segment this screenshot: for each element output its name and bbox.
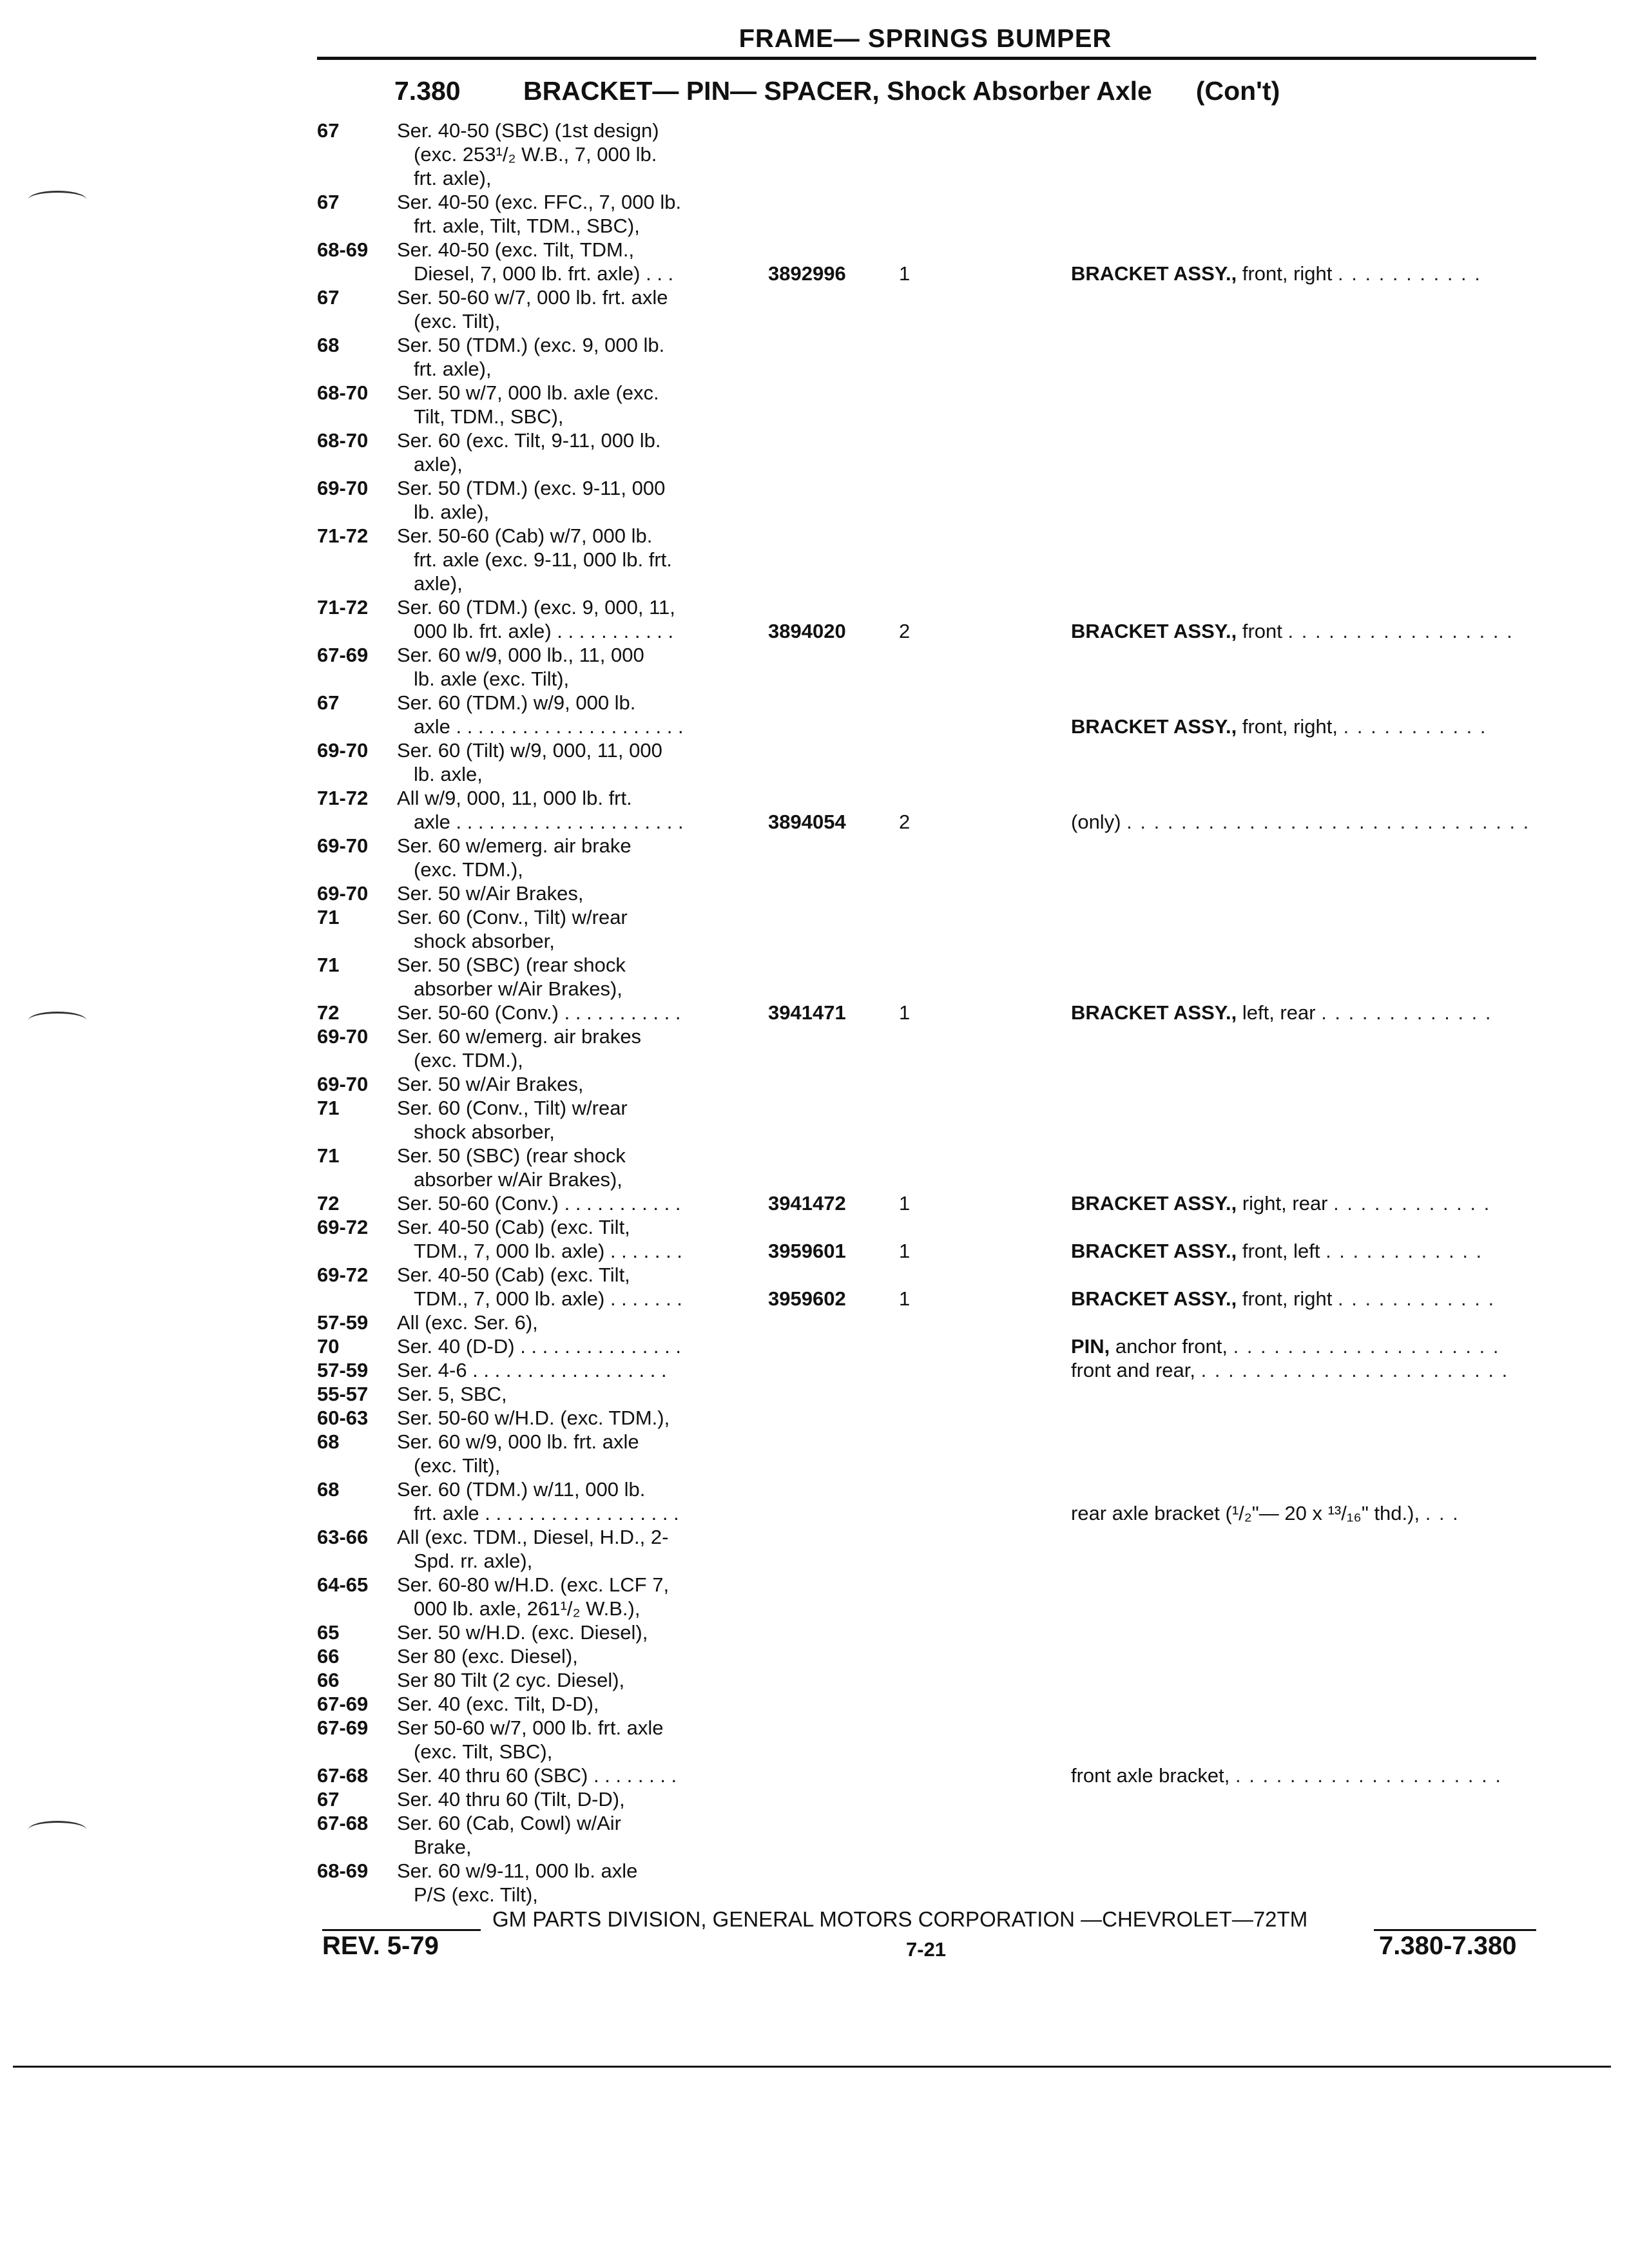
application-line: Ser. 60 (exc. Tilt, 9-11, 000 lb.	[397, 429, 661, 452]
footer-revision: REV. 5-79	[322, 1932, 439, 1960]
application-line: Ser. 40-50 (Cab) (exc. Tilt,	[397, 1216, 630, 1238]
quantity: 1	[899, 1001, 911, 1024]
application-line: Ser. 60 w/9, 000 lb., 11, 000	[397, 644, 644, 666]
application-line: shock absorber,	[414, 930, 555, 952]
application-line: Ser. 40 (exc. Tilt, D-D),	[397, 1693, 599, 1715]
application-line: frt. axle (exc. 9-11, 000 lb. frt.	[414, 548, 672, 571]
application-line: (exc. TDM.),	[414, 858, 523, 881]
description-text: front, right	[1242, 262, 1333, 285]
application	[397, 1787, 738, 1811]
description-text: front, right	[1242, 1287, 1333, 1310]
application-line: Ser. 40 thru 60 (SBC) . . . . . . . .	[397, 1764, 677, 1787]
model-year: 72	[317, 1001, 340, 1024]
model-year: 66	[317, 1645, 340, 1667]
application-line: TDM., 7, 000 lb. axle) . . . . . . .	[414, 1287, 682, 1310]
list-item	[0, 834, 1629, 881]
model-year: 57-59	[317, 1359, 369, 1381]
model-year: 63-66	[317, 1526, 369, 1548]
quantity: 1	[899, 1192, 911, 1215]
application-line: (exc. Tilt, SBC),	[414, 1740, 553, 1763]
list-item	[0, 1859, 1629, 1907]
application	[397, 1477, 738, 1525]
leader-dots: . . . . . . . . . . .	[1343, 715, 1487, 738]
quantity: 2	[899, 811, 911, 833]
part-description	[1071, 619, 1530, 643]
description-bold: BRACKET ASSY.,	[1071, 1192, 1237, 1215]
description-bold: BRACKET ASSY.,	[1071, 1240, 1237, 1262]
list-item	[0, 1358, 1629, 1382]
list-item	[0, 1811, 1629, 1859]
model-year: 68-70	[317, 429, 369, 452]
application-line: Spd. rr. axle),	[414, 1550, 533, 1572]
list-item	[0, 691, 1629, 738]
model-year: 67-69	[317, 1693, 369, 1715]
application-line: frt. axle),	[414, 358, 492, 380]
list-item	[0, 476, 1629, 524]
application-line: Ser. 4-6 . . . . . . . . . . . . . . . . . .	[397, 1359, 667, 1381]
model-year: 69-70	[317, 1073, 369, 1095]
application	[397, 1311, 738, 1334]
application-line: Ser. 50 w/Air Brakes,	[397, 1073, 584, 1095]
section-continued: (Con't)	[1195, 76, 1280, 106]
application-line: TDM., 7, 000 lb. axle) . . . . . . .	[414, 1240, 682, 1262]
list-item	[0, 643, 1629, 691]
model-year: 55-57	[317, 1383, 369, 1405]
section-heading	[394, 76, 1280, 106]
application-line: Ser. 60 (Conv., Tilt) w/rear	[397, 906, 628, 928]
application	[397, 1072, 738, 1096]
application-line: Ser. 60 (Cab, Cowl) w/Air	[397, 1812, 621, 1834]
model-year: 68-69	[317, 238, 369, 261]
application-line: Ser. 60 (TDM.) w/9, 000 lb.	[397, 691, 636, 714]
description-text: front, left	[1242, 1240, 1320, 1262]
part-number: 3959602	[768, 1287, 846, 1310]
application	[397, 1024, 738, 1072]
footer-section-code: 7.380-7.380	[1379, 1932, 1517, 1960]
model-year: 67-68	[317, 1764, 369, 1787]
quantity: 1	[899, 262, 911, 285]
list-item	[0, 1334, 1629, 1358]
list-item	[0, 1644, 1629, 1668]
model-year: 69-70	[317, 834, 369, 857]
application-line: axle . . . . . . . . . . . . . . . . . . . . .	[414, 811, 684, 833]
application	[397, 1573, 738, 1620]
list-item	[0, 786, 1629, 834]
model-year: 72	[317, 1192, 340, 1215]
list-item	[0, 1668, 1629, 1692]
part-description	[1071, 1239, 1530, 1263]
list-item	[0, 595, 1629, 643]
application	[397, 190, 738, 238]
model-year: 69-70	[317, 477, 369, 499]
model-year: 71	[317, 1144, 340, 1167]
header-rule	[317, 57, 1536, 60]
model-year: 69-70	[317, 882, 369, 905]
application	[397, 786, 738, 834]
application-line: Ser. 50 w/7, 000 lb. axle (exc.	[397, 381, 659, 404]
binder-hole-mark	[28, 191, 86, 208]
description-text: (only)	[1071, 811, 1121, 833]
part-description	[1071, 1191, 1530, 1215]
model-year: 71-72	[317, 524, 369, 547]
application	[397, 1525, 738, 1573]
model-year: 68-70	[317, 381, 369, 404]
part-number: 3892996	[768, 262, 846, 285]
application-line: (exc. Tilt),	[414, 1454, 501, 1477]
model-year: 67	[317, 691, 340, 714]
part-number: 3959601	[768, 1240, 846, 1262]
list-item	[0, 1072, 1629, 1096]
application	[397, 1263, 738, 1311]
leader-dots: . . . . . . . . . . . . . . . . . . . .	[1235, 1764, 1502, 1787]
application	[397, 476, 738, 524]
model-year: 69-72	[317, 1216, 369, 1238]
application	[397, 905, 738, 953]
application-line: All (exc. TDM., Diesel, H.D., 2-	[397, 1526, 669, 1548]
application-line: shock absorber,	[414, 1120, 555, 1143]
application-line: Ser. 50 (SBC) (rear shock	[397, 954, 626, 976]
application-line: Ser. 40-50 (exc. Tilt, TDM.,	[397, 238, 635, 261]
application-line: (exc. TDM.),	[414, 1049, 523, 1072]
leader-dots: . . . . . . . . . . . .	[1338, 1287, 1496, 1310]
model-year: 67-69	[317, 644, 369, 666]
application	[397, 881, 738, 905]
description-bold: BRACKET ASSY.,	[1071, 715, 1237, 738]
application	[397, 1096, 738, 1144]
application-line: Ser 50-60 w/7, 000 lb. frt. axle	[397, 1716, 664, 1739]
footer-rule-left	[322, 1929, 481, 1931]
application-line: Ser. 50-60 (Conv.) . . . . . . . . . . .	[397, 1192, 681, 1215]
application	[397, 119, 738, 190]
application-line: Ser. 60 w/emerg. air brakes	[397, 1025, 642, 1048]
application-line: (exc. 253¹/₂ W.B., 7, 000 lb.	[414, 143, 657, 166]
description-bold: PIN,	[1071, 1335, 1110, 1358]
leader-dots: . . .	[1425, 1502, 1460, 1524]
model-year: 69-70	[317, 1025, 369, 1048]
part-description	[1071, 1501, 1530, 1525]
list-item	[0, 1311, 1629, 1334]
list-item	[0, 1573, 1629, 1620]
application-line: frt. axle, Tilt, TDM., SBC),	[414, 215, 640, 237]
part-description	[1071, 1001, 1530, 1024]
application	[397, 1716, 738, 1763]
list-item	[0, 1787, 1629, 1811]
part-description	[1071, 262, 1530, 285]
model-year: 64-65	[317, 1573, 369, 1596]
application-line: axle),	[414, 453, 463, 476]
footer-rule-right	[1374, 1929, 1536, 1931]
application-line: Tilt, TDM., SBC),	[414, 405, 564, 428]
application	[397, 1859, 738, 1907]
list-item	[0, 1215, 1629, 1263]
leader-dots: . . . . . . . . . . . .	[1325, 1240, 1483, 1262]
application	[397, 834, 738, 881]
model-year: 71	[317, 954, 340, 976]
list-item	[0, 953, 1629, 1001]
application	[397, 1382, 738, 1406]
application	[397, 1644, 738, 1668]
quantity: 1	[899, 1240, 911, 1262]
application	[397, 1668, 738, 1692]
section-title: BRACKET— PIN— SPACER, Shock Absorber Axle	[523, 76, 1152, 106]
application	[397, 333, 738, 381]
binder-hole-mark	[28, 1012, 86, 1029]
application-line: axle),	[414, 572, 463, 595]
description-text: front axle bracket,	[1071, 1764, 1230, 1787]
model-year: 68	[317, 1478, 340, 1501]
list-item	[0, 1096, 1629, 1144]
application-line: axle . . . . . . . . . . . . . . . . . . . . .	[414, 715, 684, 738]
application	[397, 643, 738, 691]
model-year: 67-69	[317, 1716, 369, 1739]
leader-dots: . . . . . . . . . . . .	[1333, 1192, 1491, 1215]
application	[397, 1692, 738, 1716]
application-line: Ser. 50 (TDM.) (exc. 9-11, 000	[397, 477, 666, 499]
part-number: 3941471	[768, 1001, 846, 1024]
application-line: Ser. 60 w/9-11, 000 lb. axle	[397, 1860, 638, 1882]
description-text: front, right,	[1242, 715, 1338, 738]
application-line: Brake,	[414, 1836, 472, 1858]
application-line: Ser. 50-60 (Cab) w/7, 000 lb.	[397, 524, 653, 547]
application-line: 000 lb. axle, 261¹/₂ W.B.),	[414, 1597, 641, 1620]
list-item	[0, 1382, 1629, 1406]
application-line: frt. axle . . . . . . . . . . . . . . . . . .	[414, 1502, 679, 1524]
model-year: 68	[317, 334, 340, 356]
application-line: Ser 80 (exc. Diesel),	[397, 1645, 578, 1667]
description-bold: BRACKET ASSY.,	[1071, 1287, 1237, 1310]
model-year: 60-63	[317, 1407, 369, 1429]
part-description	[1071, 1287, 1530, 1311]
application-line: Ser. 40-50 (Cab) (exc. Tilt,	[397, 1264, 630, 1286]
leader-dots: . . . . . . . . . . . . . . . . . . . .	[1233, 1335, 1500, 1358]
list-item	[0, 1620, 1629, 1644]
application	[397, 738, 738, 786]
part-description	[1071, 1334, 1530, 1358]
application	[397, 691, 738, 738]
application-line: Ser. 60 w/emerg. air brake	[397, 834, 631, 857]
model-year: 71	[317, 906, 340, 928]
model-year: 70	[317, 1335, 340, 1358]
list-item	[0, 881, 1629, 905]
application	[397, 381, 738, 428]
description-text: front and rear,	[1071, 1359, 1196, 1381]
model-year: 71-72	[317, 787, 369, 809]
leader-dots: . . . . . . . . . . . . . . . . . . . . . . .	[1200, 1359, 1509, 1381]
list-item	[0, 1716, 1629, 1763]
application-line: lb. axle),	[414, 501, 490, 523]
application-line: Ser. 40 (D-D) . . . . . . . . . . . . . . .	[397, 1335, 681, 1358]
application-line: Ser. 60-80 w/H.D. (exc. LCF 7,	[397, 1573, 670, 1596]
application	[397, 1191, 738, 1215]
application-line: Ser. 40-50 (exc. FFC., 7, 000 lb.	[397, 191, 682, 213]
application	[397, 1430, 738, 1477]
application-line: Ser. 50 w/H.D. (exc. Diesel),	[397, 1621, 648, 1644]
page-header-title: FRAME— SPRINGS BUMPER	[738, 24, 1112, 53]
application-line: lb. axle,	[414, 763, 483, 785]
model-year: 69-70	[317, 739, 369, 762]
part-number: 3941472	[768, 1192, 846, 1215]
description-text: left, rear	[1242, 1001, 1316, 1024]
application	[397, 1334, 738, 1358]
list-item	[0, 1430, 1629, 1477]
list-item	[0, 1024, 1629, 1072]
model-year: 67	[317, 191, 340, 213]
application-line: Ser. 50-60 (Conv.) . . . . . . . . . . .	[397, 1001, 681, 1024]
application	[397, 1001, 738, 1024]
application-line: Ser. 40-50 (SBC) (1st design)	[397, 119, 659, 142]
application-line: Ser. 50 w/Air Brakes,	[397, 882, 584, 905]
application	[397, 524, 738, 595]
application-line: All w/9, 000, 11, 000 lb. frt.	[397, 787, 632, 809]
application-line: Ser. 50-60 w/7, 000 lb. frt. axle	[397, 286, 668, 309]
list-item	[0, 524, 1629, 595]
application-line: Ser. 60 (Conv., Tilt) w/rear	[397, 1097, 628, 1119]
application-line: P/S (exc. Tilt),	[414, 1883, 538, 1906]
application-line: (exc. Tilt),	[414, 310, 501, 332]
list-item	[0, 1001, 1629, 1024]
application-line: 000 lb. frt. axle) . . . . . . . . . . .	[414, 620, 674, 642]
list-item	[0, 1191, 1629, 1215]
application	[397, 595, 738, 643]
application-line: frt. axle),	[414, 167, 492, 189]
application-line: All (exc. Ser. 6),	[397, 1311, 538, 1334]
part-description	[1071, 715, 1530, 738]
application	[397, 285, 738, 333]
list-item	[0, 381, 1629, 428]
list-item	[0, 738, 1629, 786]
model-year: 68	[317, 1430, 340, 1453]
application	[397, 1811, 738, 1859]
model-year: 67-68	[317, 1812, 369, 1834]
model-year: 69-72	[317, 1264, 369, 1286]
application-line: lb. axle (exc. Tilt),	[414, 668, 570, 690]
application	[397, 1358, 738, 1382]
application-line: Ser. 60 w/9, 000 lb. frt. axle	[397, 1430, 639, 1453]
list-item	[0, 1263, 1629, 1311]
list-item	[0, 119, 1629, 190]
application-line: absorber w/Air Brakes),	[414, 977, 622, 1000]
model-year: 68-69	[317, 1860, 369, 1882]
part-description	[1071, 810, 1530, 834]
application	[397, 1144, 738, 1191]
description-text: rear axle bracket (¹/₂"— 20 x ¹³/₁₆" thd.),	[1071, 1502, 1420, 1524]
application	[397, 428, 738, 476]
list-item	[0, 1525, 1629, 1573]
leader-dots: . . . . . . . . . . . . .	[1321, 1001, 1492, 1024]
list-item	[0, 190, 1629, 238]
application	[397, 1620, 738, 1644]
model-year: 71-72	[317, 596, 369, 619]
model-year: 67	[317, 1788, 340, 1811]
scan-edge-line	[13, 2066, 1611, 2068]
list-item	[0, 238, 1629, 285]
model-year: 65	[317, 1621, 340, 1644]
list-item	[0, 1692, 1629, 1716]
application-line: Ser. 40 thru 60 (Tilt, D-D),	[397, 1788, 625, 1811]
list-item	[0, 1144, 1629, 1191]
application	[397, 953, 738, 1001]
list-item	[0, 905, 1629, 953]
application	[397, 1215, 738, 1263]
footer-corporation: GM PARTS DIVISION, GENERAL MOTORS CORPORATION —CHEVROLET—72TM	[492, 1907, 1308, 1931]
application-line: Ser. 50 (TDM.) (exc. 9, 000 lb.	[397, 334, 665, 356]
application	[397, 1763, 738, 1787]
model-year: 71	[317, 1097, 340, 1119]
description-text: right, rear	[1242, 1192, 1328, 1215]
part-description	[1071, 1358, 1530, 1382]
description-text: front	[1242, 620, 1282, 642]
application-line: Ser. 60 (Tilt) w/9, 000, 11, 000	[397, 739, 662, 762]
leader-dots: . . . . . . . . . . . . . . . . .	[1287, 620, 1514, 642]
application-line: Ser. 60 (TDM.) (exc. 9, 000, 11,	[397, 596, 675, 619]
application-line: Diesel, 7, 000 lb. frt. axle) . . .	[414, 262, 674, 285]
model-year: 57-59	[317, 1311, 369, 1334]
application-line: Ser. 60 (TDM.) w/11, 000 lb.	[397, 1478, 646, 1501]
model-year: 66	[317, 1669, 340, 1691]
application	[397, 1406, 738, 1430]
application-line: Ser 80 Tilt (2 cyc. Diesel),	[397, 1669, 625, 1691]
list-item	[0, 428, 1629, 476]
description-bold: BRACKET ASSY.,	[1071, 1001, 1237, 1024]
application-line: absorber w/Air Brakes),	[414, 1168, 622, 1191]
list-item	[0, 285, 1629, 333]
quantity: 1	[899, 1287, 911, 1310]
application-line: Ser. 5, SBC,	[397, 1383, 507, 1405]
footer-page-number: 7-21	[906, 1938, 947, 1961]
list-item	[0, 1763, 1629, 1787]
list-item	[0, 333, 1629, 381]
leader-dots: . . . . . . . . . . . . . . . . . . . . . . . . . . . . . .	[1126, 811, 1530, 833]
model-year: 67	[317, 119, 340, 142]
list-item	[0, 1406, 1629, 1430]
description-bold: BRACKET ASSY.,	[1071, 620, 1237, 642]
part-description	[1071, 1763, 1530, 1787]
description-text: anchor front,	[1115, 1335, 1228, 1358]
list-item	[0, 1477, 1629, 1525]
description-bold: BRACKET ASSY.,	[1071, 262, 1237, 285]
application	[397, 238, 738, 285]
binder-hole-mark	[28, 1821, 86, 1838]
part-number: 3894054	[768, 811, 846, 833]
quantity: 2	[899, 620, 911, 642]
application-line: Ser. 50 (SBC) (rear shock	[397, 1144, 626, 1167]
section-number: 7.380	[394, 76, 461, 106]
part-number: 3894020	[768, 620, 846, 642]
model-year: 67	[317, 286, 340, 309]
application-line: Ser. 50-60 w/H.D. (exc. TDM.),	[397, 1407, 670, 1429]
leader-dots: . . . . . . . . . . .	[1338, 262, 1481, 285]
